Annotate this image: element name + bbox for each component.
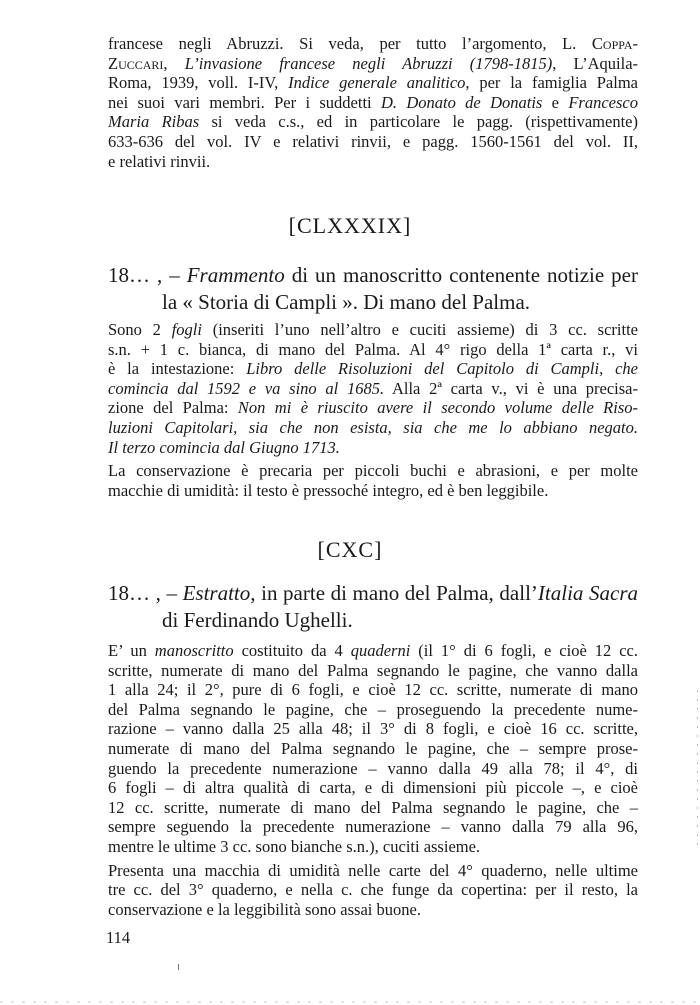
text-line: macchie di umidità: il testo è pressoché integro, ed è ben leggibile. — [108, 480, 549, 500]
text-line: sempre seguendo la precedente numerazione – vanno dalla 79 alla 96, — [108, 817, 638, 837]
intro-line: Zuccari, L’invasione francese negli Abruzzi (1798-1815), L’Aquila- — [108, 53, 639, 73]
text-line: Presenta una macchia di umidità nelle carte del 4° quaderno, nelle ultime — [108, 860, 638, 880]
text-line: è la intestazione: Libro delle Risoluzioni del Capitolo di Campli, che — [108, 359, 638, 379]
text-line: 6 fogli – di altra qualità di carta, e di dimensioni più piccole –, e cioè — [108, 778, 638, 798]
entry-title-line: 18… , – Frammento di un manoscritto contenente notizie per — [108, 263, 638, 287]
text-line: 1 alla 24; il 2°, pure di 6 fogli, e cioè 12 cc. scritte, numerate di mano — [108, 680, 638, 700]
margin-scan-mark — [697, 690, 698, 850]
text-line: E’ un manoscritto costituito da 4 quaderni (il 1° di 6 fogli, e cioè 12 cc. — [108, 641, 638, 660]
text-line: zione del Palma: Non mi è riuscito avere il secondo volume delle Riso- — [108, 398, 638, 418]
text-line: scritte, numerate di mano del Palma segnando le pagine, che vanno dalla — [108, 660, 638, 680]
text-line: mentre le ultime 3 cc. sono bianche s.n.), cuciti assieme. — [108, 836, 481, 856]
text-line: del Palma segnando le pagine, che – proseguendo la precedente nume- — [108, 699, 638, 719]
entry-title-line: 18… , – Estratto, in parte di mano del Palma, dall’Italia Sacra — [108, 581, 638, 605]
entry-title — [108, 580, 638, 634]
intro-line: Roma, 1939, voll. I-IV, Indice generale analitico, per la famiglia Palma — [108, 73, 638, 93]
text-line: Il terzo comincia dal Giugno 1713. — [108, 437, 340, 457]
entry-title-line: di Ferdinando Ughelli. — [162, 608, 353, 632]
intro-line: 633-636 del vol. IV e relativi rinvii, e pagg. 1560-1561 del vol. II, — [108, 131, 638, 151]
text-line: Sono 2 fogli (inseriti l’uno nell’altro e cuciti assieme) di 3 cc. scritte — [108, 320, 638, 339]
text-line: 12 cc. scritte, numerate di mano del Palma segnando le pagine, che – — [108, 797, 638, 817]
text-line: razione – vanno dalla 25 alla 48; il 3° di 8 fogli, e cioè 16 cc. scritte, — [108, 719, 638, 739]
entry-description — [108, 641, 638, 919]
intro-paragraph — [108, 34, 638, 171]
intro-line: e relativi rinvii. — [108, 151, 211, 171]
text-line: La conservazione è precaria per piccoli buchi e abrasioni, e per molte — [108, 461, 638, 481]
text-line: luzioni Capitolari, sia che non esista, sia che me lo abbiano negato. — [108, 417, 638, 437]
conservation-note — [108, 461, 638, 500]
section-heading: [CXC] — [317, 537, 383, 562]
entry-title-line: la « Storia di Campli ». Di mano del Palma. — [162, 290, 531, 314]
intro-line: francese negli Abruzzi. Si veda, per tutto l’argomento, L. Coppa- — [108, 34, 638, 53]
entry-description — [108, 320, 638, 500]
section-heading: [CLXXXIX] — [288, 213, 412, 238]
entry-title — [108, 262, 638, 316]
description-lines — [108, 320, 638, 457]
conservation-note — [108, 861, 638, 920]
text-line: s.n. + 1 c. bianca, di mano del Palma. Al 4° rigo della 1ª carta r., vi — [108, 339, 638, 359]
text-line: guendo la precedente numerazione – vanno dalla 49 alla 78; il 4°, di — [108, 758, 638, 778]
page-number: 114 — [106, 928, 131, 947]
bottom-scan-edge — [0, 1001, 700, 1003]
intro-line: nei suoi vari membri. Per i suddetti D. Donato de Donatis e Francesco — [108, 92, 638, 112]
text-line: numerate di mano del Palma segnando le pagine, che – sempre prose- — [108, 738, 638, 758]
text-line: conservazione e la leggibilità sono assai buone. — [108, 899, 421, 919]
text-line: tre cc. del 3° quaderno, e nella c. che funge da copertina: per il resto, la — [108, 880, 638, 900]
intro-line: Maria Ribas si veda c.s., ed in particolare le pagg. (rispettivamente) — [108, 112, 638, 132]
description-lines — [108, 641, 638, 857]
scan-mark — [178, 964, 179, 970]
text-line: comincia dal 1592 e va sino al 1685. Alla 2ª carta v., vi è una precisa- — [108, 378, 638, 398]
